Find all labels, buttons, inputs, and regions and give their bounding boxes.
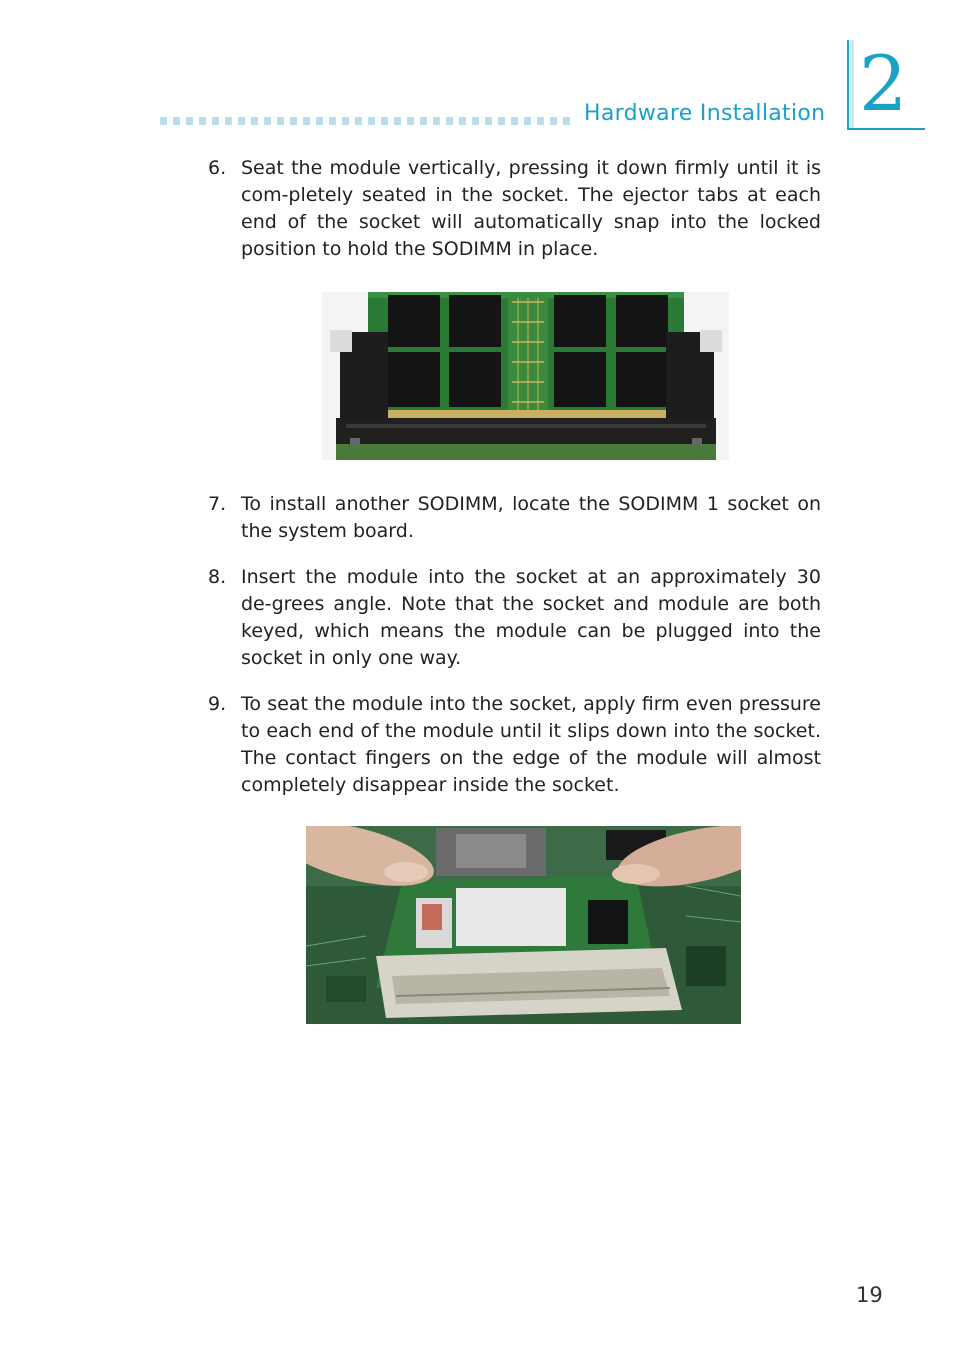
step-8: [208, 564, 821, 672]
photo-sodimm-seated: [322, 292, 729, 460]
step-number: 8.: [208, 566, 227, 588]
step-text: To seat the module into the socket, apply firm even pressure to each end of the module until it slips down into the socket. The contact fingers on the edge of the module will almost completely disappear inside the socket.: [241, 693, 821, 796]
chapter-marker-shade: [850, 40, 854, 128]
step-6: [208, 155, 821, 263]
chapter-marker-horizontal-rule: [847, 128, 925, 130]
step-text: Seat the module vertically, pressing it down firmly until it is com-pletely seated in the socket. The ejector tabs at each end of the socket will automatically snap into the locked position to hold the SODIMM in place.: [241, 157, 821, 260]
sodimm-seated-illustration: [322, 292, 729, 460]
page-number: 19: [856, 1283, 883, 1307]
step-7: [208, 491, 821, 545]
section-title: Hardware Installation: [584, 101, 826, 126]
step-9: [208, 691, 821, 799]
chapter-marker: [847, 40, 925, 132]
step-number: 6.: [208, 157, 227, 179]
step-number: 9.: [208, 693, 227, 715]
photo-sodimm-pressing: [306, 826, 741, 1024]
chapter-marker-vertical-rule: [847, 40, 849, 130]
sodimm-pressing-illustration: [306, 826, 741, 1024]
chapter-number: 2: [859, 39, 908, 128]
header-dot-rule: [160, 117, 572, 125]
step-text: To install another SODIMM, locate the SODIMM 1 socket on the system board.: [241, 493, 821, 542]
step-number: 7.: [208, 493, 227, 515]
step-text: Insert the module into the socket at an approximately 30 de-grees angle. Note that the socket and module are both keyed, which means the module can be plugged into the socket in only one way.: [241, 566, 821, 669]
